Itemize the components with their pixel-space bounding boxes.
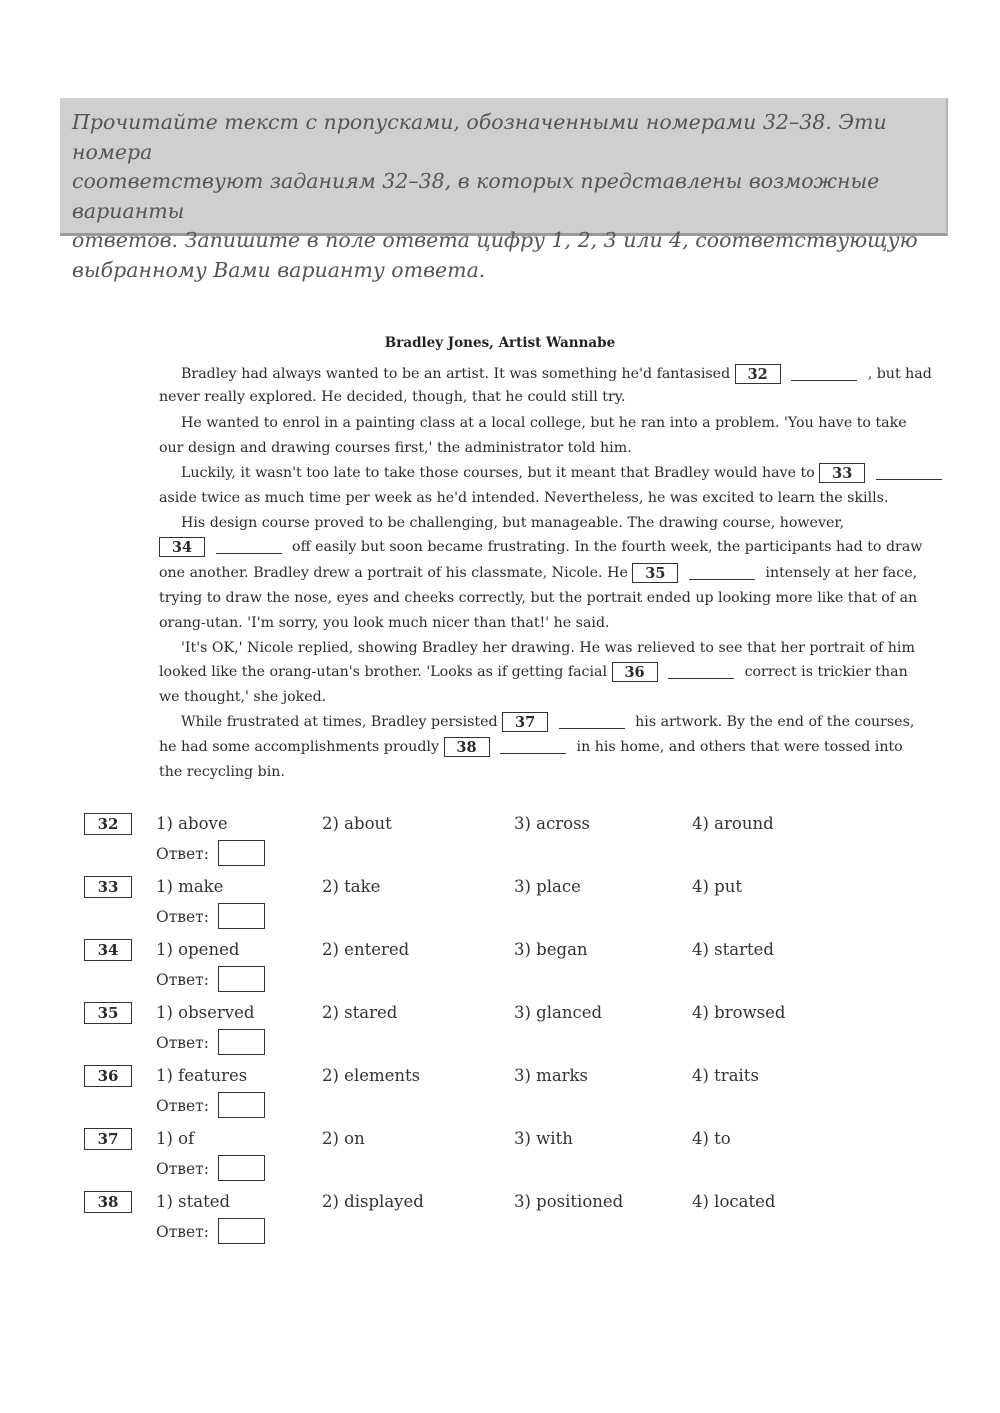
- instruction-line: ответов. Запишите в поле ответа цифру 1, 2, 3 или 4, соответствующую: [72, 228, 918, 252]
- option-2[interactable]: 2) displayed: [322, 1192, 424, 1211]
- gap-number-37: 37: [502, 712, 548, 732]
- story-line: Luckily, it wasn't too late to take those courses, but it meant that Bradley would have to 33: [159, 462, 905, 484]
- story-line: He wanted to enrol in a painting class at a local college, but he ran into a problem. 'You have to take: [181, 415, 907, 431]
- story-line: he had some accomplishments proudly 38 in his home, and others that were tossed into: [159, 739, 903, 756]
- instruction-box: [60, 98, 948, 282]
- option-4[interactable]: 4) to: [692, 1129, 731, 1148]
- gap-number-33: 33: [819, 463, 865, 483]
- option-1[interactable]: 1) make: [156, 877, 224, 896]
- option-1[interactable]: 1) above: [156, 814, 228, 833]
- answer-input[interactable]: [218, 1092, 265, 1118]
- story-line: the recycling bin.: [159, 764, 285, 780]
- story-line: 'It's OK,' Nicole replied, showing Bradley her drawing. He was relieved to see that her portrait of him: [181, 640, 915, 656]
- option-2[interactable]: 2) elements: [322, 1066, 421, 1085]
- gap-number-35: 35: [632, 563, 678, 583]
- option-3[interactable]: 3) marks: [514, 1066, 589, 1085]
- story-line: Bradley had always wanted to be an artist. It was something he'd fantasised 32 , but had: [181, 366, 932, 383]
- question-35: [84, 1002, 984, 1062]
- option-2[interactable]: 2) about: [322, 814, 392, 833]
- gap-number-36: 36: [612, 662, 658, 682]
- story-line: orang-utan. 'I'm sorry, you look much nicer than that!' he said.: [159, 615, 610, 631]
- story-line: His design course proved to be challenging, but manageable. The drawing course, however,: [181, 515, 845, 531]
- answer-label: Ответ:: [156, 908, 209, 926]
- gap-number-38: 38: [444, 737, 490, 757]
- option-3[interactable]: 3) with: [514, 1129, 573, 1148]
- option-3[interactable]: 3) glanced: [514, 1003, 603, 1022]
- option-1[interactable]: 1) observed: [156, 1003, 255, 1022]
- answer-label: Ответ:: [156, 971, 209, 989]
- option-3[interactable]: 3) across: [514, 814, 591, 833]
- story-line: While frustrated at times, Bradley persisted 37 his artwork. By the end of the courses,: [181, 714, 915, 731]
- question-number: 37: [84, 1128, 132, 1150]
- option-3[interactable]: 3) place: [514, 877, 581, 896]
- option-2[interactable]: 2) take: [322, 877, 381, 896]
- gap-number-32: 32: [735, 364, 781, 384]
- option-2[interactable]: 2) on: [322, 1129, 365, 1148]
- option-4[interactable]: 4) around: [692, 814, 774, 833]
- option-1[interactable]: 1) features: [156, 1066, 248, 1085]
- question-number: 34: [84, 939, 132, 961]
- option-4[interactable]: 4) traits: [692, 1066, 759, 1085]
- gap-blank: [216, 540, 282, 554]
- answer-input[interactable]: [218, 1218, 265, 1244]
- answer-label: Ответ:: [156, 1034, 209, 1052]
- story-line: 34 off easily but soon became frustrating. In the fourth week, the participants had to draw: [159, 536, 905, 558]
- story-line: aside twice as much time per week as he'd intended. Nevertheless, he was excited to learn the skills.: [159, 490, 889, 506]
- option-1[interactable]: 1) of: [156, 1129, 195, 1148]
- option-4[interactable]: 4) started: [692, 940, 774, 959]
- instruction-line: Прочитайте текст с пропусками, обозначенными номерами 32–38. Эти номера: [72, 110, 887, 164]
- option-4[interactable]: 4) browsed: [692, 1003, 786, 1022]
- gap-blank: [791, 367, 857, 381]
- answer-input[interactable]: [218, 966, 265, 992]
- question-number: 33: [84, 876, 132, 898]
- answer-label: Ответ:: [156, 1097, 209, 1115]
- question-number: 38: [84, 1191, 132, 1213]
- gap-blank: [500, 740, 566, 754]
- question-33: [84, 876, 984, 936]
- story-line: we thought,' she joked.: [159, 689, 327, 705]
- instruction-line: соответствуют заданиям 32–38, в которых представлены возможные варианты: [72, 169, 880, 223]
- story-line: our design and drawing courses first,' the administrator told him.: [159, 440, 632, 456]
- question-36: [84, 1065, 984, 1125]
- answer-label: Ответ:: [156, 1160, 209, 1178]
- gap-blank: [668, 665, 734, 679]
- question-number: 35: [84, 1002, 132, 1024]
- answer-input[interactable]: [218, 840, 265, 866]
- option-1[interactable]: 1) opened: [156, 940, 240, 959]
- option-1[interactable]: 1) stated: [156, 1192, 231, 1211]
- question-32: [84, 813, 984, 873]
- question-number: 32: [84, 813, 132, 835]
- answer-label: Ответ:: [156, 845, 209, 863]
- option-4[interactable]: 4) put: [692, 877, 742, 896]
- answer-input[interactable]: [218, 1029, 265, 1055]
- option-2[interactable]: 2) entered: [322, 940, 410, 959]
- instruction-line: выбранному Вами варианту ответа.: [72, 257, 486, 282]
- question-37: [84, 1128, 984, 1188]
- story-line: looked like the orang-utan's brother. 'Looks as if getting facial 36 correct is trickier than: [159, 664, 908, 681]
- gap-blank: [559, 715, 625, 729]
- question-38: [84, 1191, 984, 1251]
- question-34: [84, 939, 984, 999]
- story-line: trying to draw the nose, eyes and cheeks correctly, but the portrait ended up looking more like that of an: [159, 590, 918, 606]
- option-4[interactable]: 4) located: [692, 1192, 776, 1211]
- gap-blank: [876, 466, 942, 480]
- story-title: Bradley Jones, Artist Wannabe: [384, 335, 616, 351]
- answer-input[interactable]: [218, 903, 265, 929]
- answer-label: Ответ:: [156, 1223, 209, 1241]
- story-line: one another. Bradley drew a portrait of his classmate, Nicole. He 35 intensely at her face,: [159, 565, 918, 582]
- question-number: 36: [84, 1065, 132, 1087]
- story-line: never really explored. He decided, though, that he could still try.: [159, 389, 626, 405]
- option-3[interactable]: 3) positioned: [514, 1192, 624, 1211]
- answer-input[interactable]: [218, 1155, 265, 1181]
- gap-blank: [689, 566, 755, 580]
- option-2[interactable]: 2) stared: [322, 1003, 398, 1022]
- option-3[interactable]: 3) began: [514, 940, 588, 959]
- gap-number-34: 34: [159, 537, 205, 557]
